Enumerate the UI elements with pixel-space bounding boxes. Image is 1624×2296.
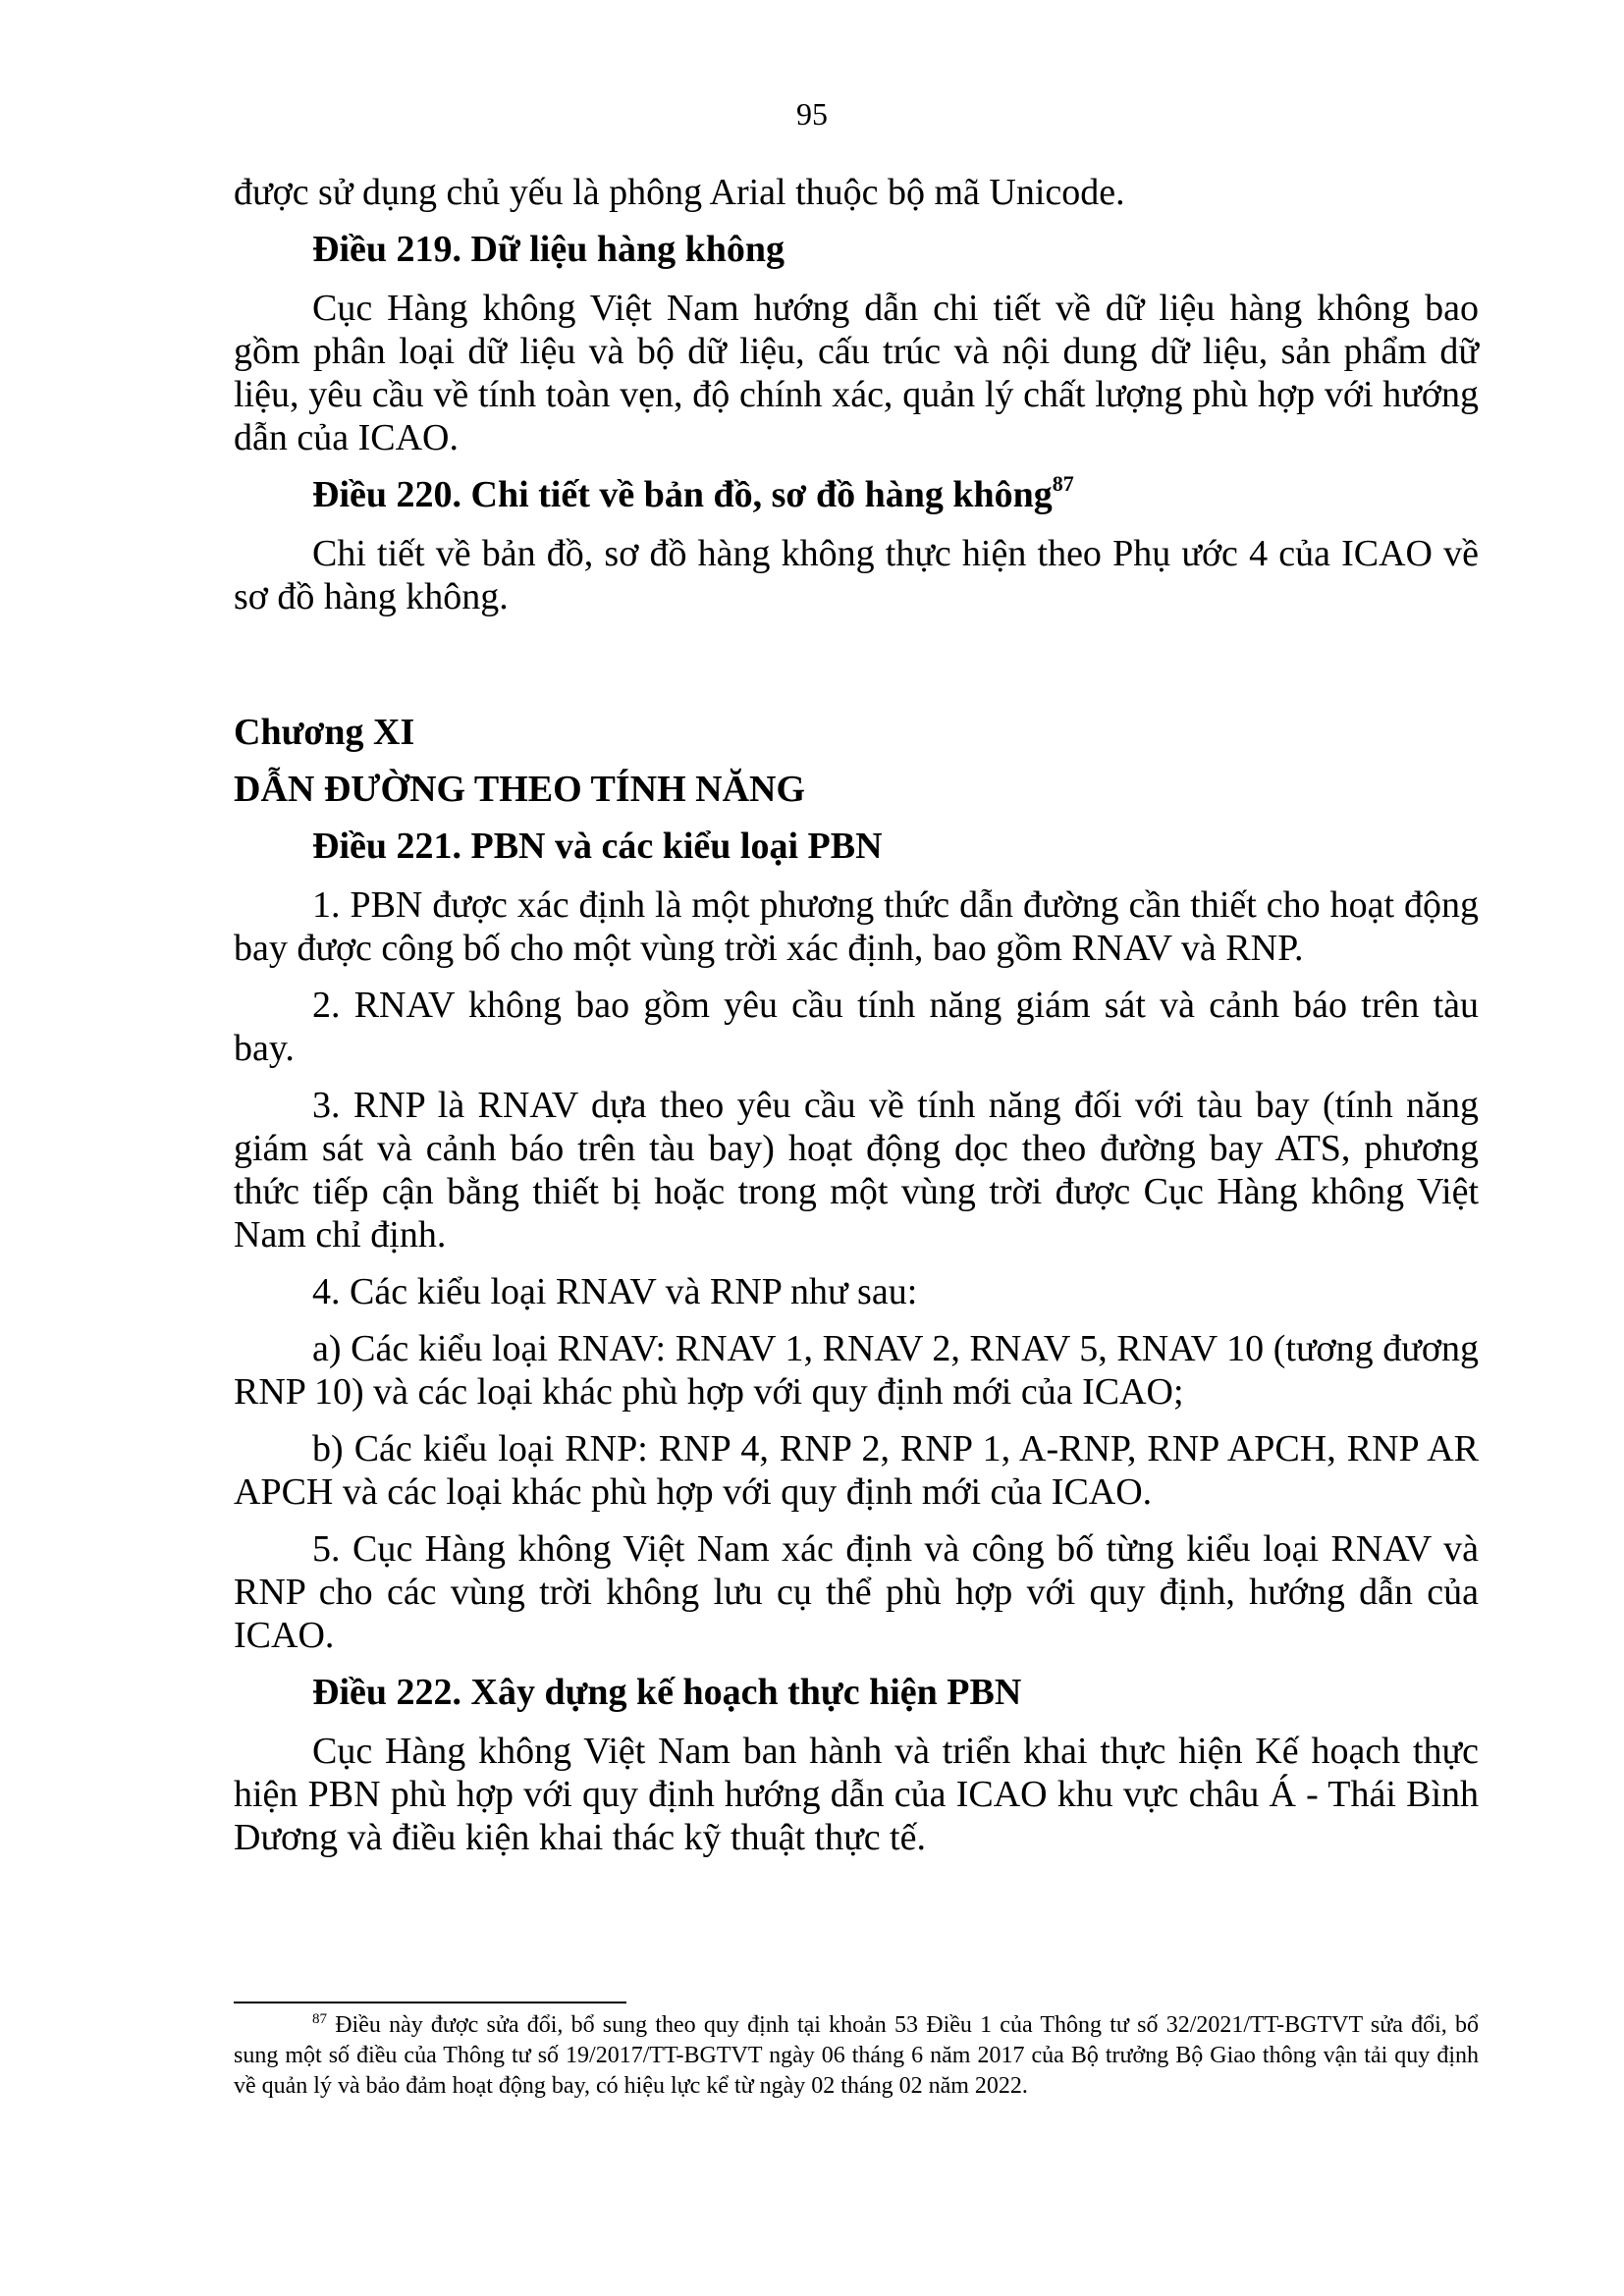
paragraph-219: Cục Hàng không Việt Nam hướng dẫn chi tiết về dữ liệu hàng không bao gồm phân loại dữ liệu và bộ dữ liệu, cấu trúc và nội dung dữ liệu, sản phẩm dữ liệu, yêu cầu về tính toàn vẹn, độ chính xác, quản lý chất lượng phù hợp với hướng dẫn của ICAO. xyxy=(234,288,1479,458)
article-heading-220 xyxy=(234,473,1479,516)
paragraph-221-4: 4. Các kiểu loại RNAV và RNP như sau: xyxy=(312,1271,918,1312)
article-heading-222: Điều 222. Xây dựng kế hoạch thực hiện PBN xyxy=(312,1672,1022,1713)
paragraph-221-4b: b) Các kiểu loại RNP: RNP 4, RNP 2, RNP 1, A-RNP, RNP APCH, RNP AR APCH và các loại khác phù hợp với quy định mới của ICAO. xyxy=(234,1428,1479,1513)
article-heading-221: Điều 221. PBN và các kiểu loại PBN xyxy=(312,826,883,867)
page-number: 95 xyxy=(796,96,828,132)
paragraph-220: Chi tiết về bản đồ, sơ đồ hàng không thực hiện theo Phụ ước 4 của ICAO về sơ đồ hàng không. xyxy=(234,533,1479,617)
footnote-number: 87 xyxy=(312,2011,327,2027)
chapter-number: Chương XI xyxy=(234,712,415,753)
paragraph-222: Cục Hàng không Việt Nam ban hành và triển khai thực hiện Kế hoạch thực hiện PBN phù hợp với quy định hướng dẫn của ICAO khu vực châu Á - Thái Bình Dương và điều kiện khai thác kỹ thuật thực tế. xyxy=(234,1731,1479,1858)
footnote-text: Điều này được sửa đổi, bổ sung theo quy định tại khoản 53 Điều 1 của Thông tư số 32/2021/TT-BGTVT sửa đổi, bổ sung một số điều của Thông tư số 19/2017/TT-BGTVT ngày 06 tháng 6 năm 2017 của Bộ trưởng Bộ Giao thông vận tải quy định về quản lý và bảo đảm hoạt động bay, có hiệu lực kể từ ngày 02 tháng 02 năm 2022. xyxy=(234,2012,1479,2099)
footnote-reference-87[interactable]: 87 xyxy=(1052,471,1074,496)
paragraph-221-3: 3. RNP là RNAV dựa theo yêu cầu về tính năng đối với tàu bay (tính năng giám sát và cảnh báo trên tàu bay) hoạt động dọc theo đường bay ATS, phương thức tiếp cận bằng thiết bị hoặc trong một vùng trời được Cục Hàng không Việt Nam chỉ định. xyxy=(234,1085,1479,1255)
paragraph-221-4a: a) Các kiểu loại RNAV: RNAV 1, RNAV 2, RNAV 5, RNAV 10 (tương đương RNP 10) và các loại khác phù hợp với quy định mới của ICAO; xyxy=(234,1328,1479,1413)
article-heading-219: Điều 219. Dữ liệu hàng không xyxy=(312,229,785,270)
article-heading-220-text: Điều 220. Chi tiết về bản đồ, sơ đồ hàng không xyxy=(312,474,1053,515)
chapter-title: DẪN ĐƯỜNG THEO TÍNH NĂNG xyxy=(234,769,806,810)
page-body xyxy=(234,171,1479,1873)
footnote-separator xyxy=(234,2002,626,2003)
paragraph-221-1: 1. PBN được xác định là một phương thức dẫn đường cần thiết cho hoạt động bay được công bố cho một vùng trời xác định, bao gồm RNAV và RNP. xyxy=(234,884,1479,969)
section-spacer xyxy=(234,632,1479,711)
footnote-87 xyxy=(234,2010,1479,2102)
paragraph-221-2: 2. RNAV không bao gồm yêu cầu tính năng giám sát và cảnh báo trên tàu bay. xyxy=(234,985,1479,1069)
paragraph-221-5: 5. Cục Hàng không Việt Nam xác định và công bố từng kiểu loại RNAV và RNP cho các vùng trời không lưu cụ thể phù hợp với quy định, hướng dẫn của ICAO. xyxy=(234,1528,1479,1656)
paragraph-continuation: được sử dụng chủ yếu là phông Arial thuộc bộ mã Unicode. xyxy=(234,172,1125,213)
